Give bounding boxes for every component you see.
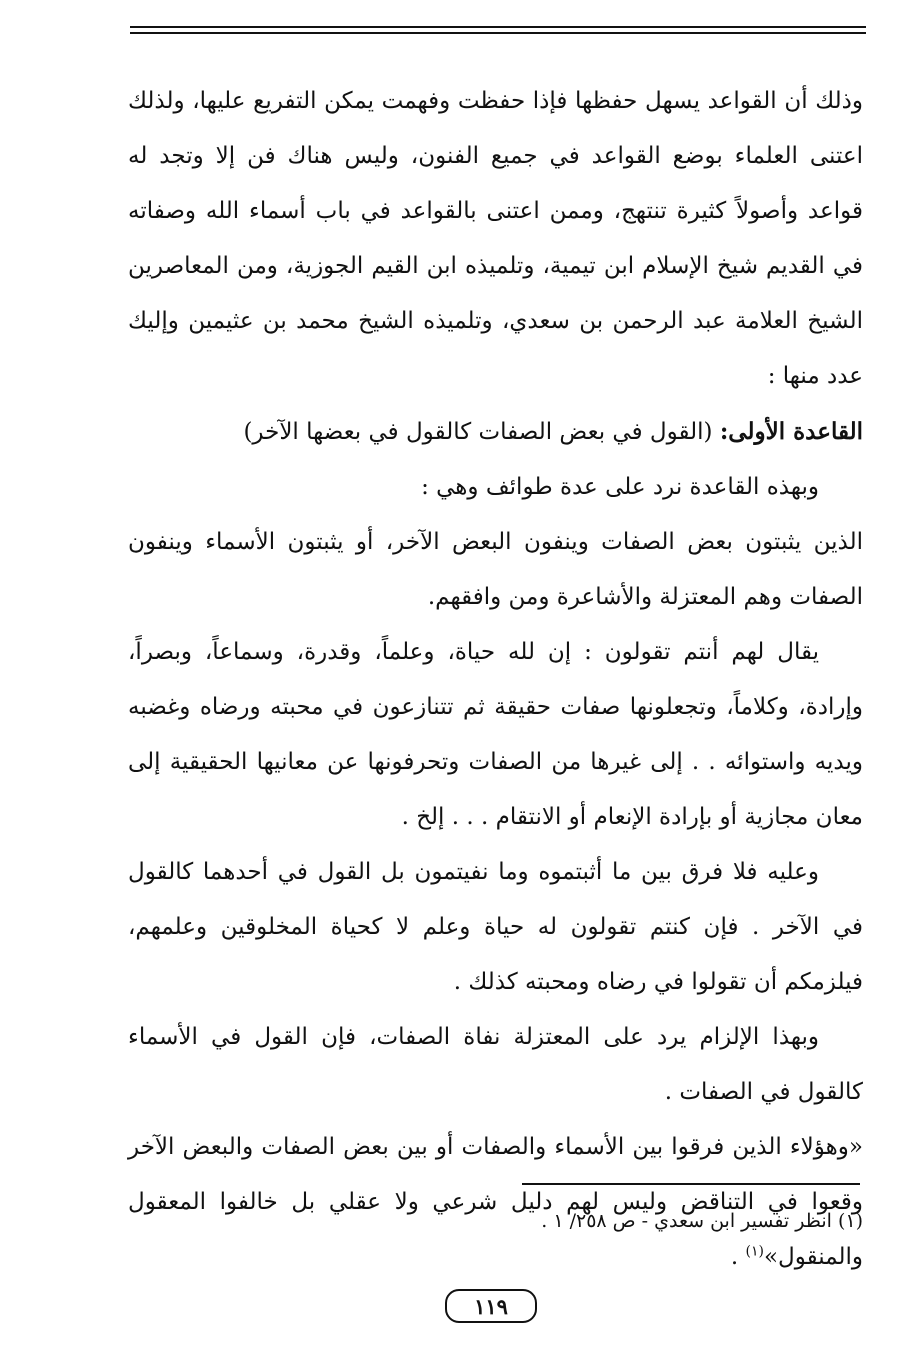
paragraph-groups-list: الذين يثبتون بعض الصفات وينفون البعض الآخر، أو يثبتون الأسماء وينفون الصفات وهم المعتزلة والأشاعرة ومن وافقهم. [128,529,863,610]
header-rule-bottom [130,32,866,34]
paragraph-argument: يقال لهم أنتم تقولون : إن لله حياة، وعلماً، وقدرة، وسماعاً، وبصراً، وإرادة، وكلاماً، وتجعلونها صفات حقيقة ثم تتنازعون في محبته ورضاه وغضبه ويديه واستوائه . . إلى غيرها من الصفات وتحرفونها عن معانيها الحقيقية إلى معان مجازية أو بإرادة الإنعام أو الانتقام . . . إلخ . [128,639,863,830]
paragraph-mutazila: وبهذا الإلزام يرد على المعتزلة نفاة الصفات، فإن القول في الأسماء كالقول في الصفات . [128,1024,863,1105]
page-number [445,1289,537,1323]
quote-end: . [730,1244,746,1270]
paragraph-quote [128,1120,863,1285]
footnote: (١) انظر تفسير ابن سعدي - ص ٢٥٨/ ١ . [541,1210,863,1232]
paragraph-groups: وبهذه القاعدة نرد على عدة طوائف وهي : [421,474,819,500]
header-rule-top [130,26,866,28]
paragraph-conclusion: وعليه فلا فرق بين ما أثبتموه وما نفيتمون بل القول في أحدهما كالقول في الآخر . فإن كنتم تقولون له حياة وعلم لا كحياة المخلوقين وعلمهم، فيلزمكم أن تقولوا في رضاه ومحبته كذلك . [128,859,863,995]
footnote-divider [522,1183,860,1185]
main-text [128,74,863,1285]
rule-heading [128,404,863,460]
footnote-reference[interactable]: (١) [745,1243,764,1260]
page-number-text: ١١٩ [474,1293,508,1319]
rule-heading-label: القاعدة الأولى: [719,418,863,445]
quote-text: «وهؤلاء الذين فرقوا بين الأسماء والصفات أو بين بعض الصفات والبعض الآخر وقعوا في التناقض وليس لهم دليل شرعي ولا عقلي بل خالفوا المعقول والمنقول» [128,1134,863,1270]
paragraph-intro: وذلك أن القواعد يسهل حفظها فإذا حفظت وفهمت يمكن التفريع عليها، ولذلك اعتنى العلماء بوضع القواعد في جميع الفنون، وليس هناك فن إلا وتجد له قواعد وأصولاً كثيرة تنتهج، وممن اعتنى بالقواعد في باب أسماء الله وصفاته في القديم شيخ الإسلام ابن تيمية، وتلميذه ابن القيم الجوزية، ومن المعاصرين الشيخ العلامة عبد الرحمن بن سعدي، وتلميذه الشيخ محمد بن عثيمين وإليك عدد منها : [128,88,863,389]
rule-heading-text: (القول في بعض الصفات كالقول في بعضها الآخر) [243,419,720,445]
